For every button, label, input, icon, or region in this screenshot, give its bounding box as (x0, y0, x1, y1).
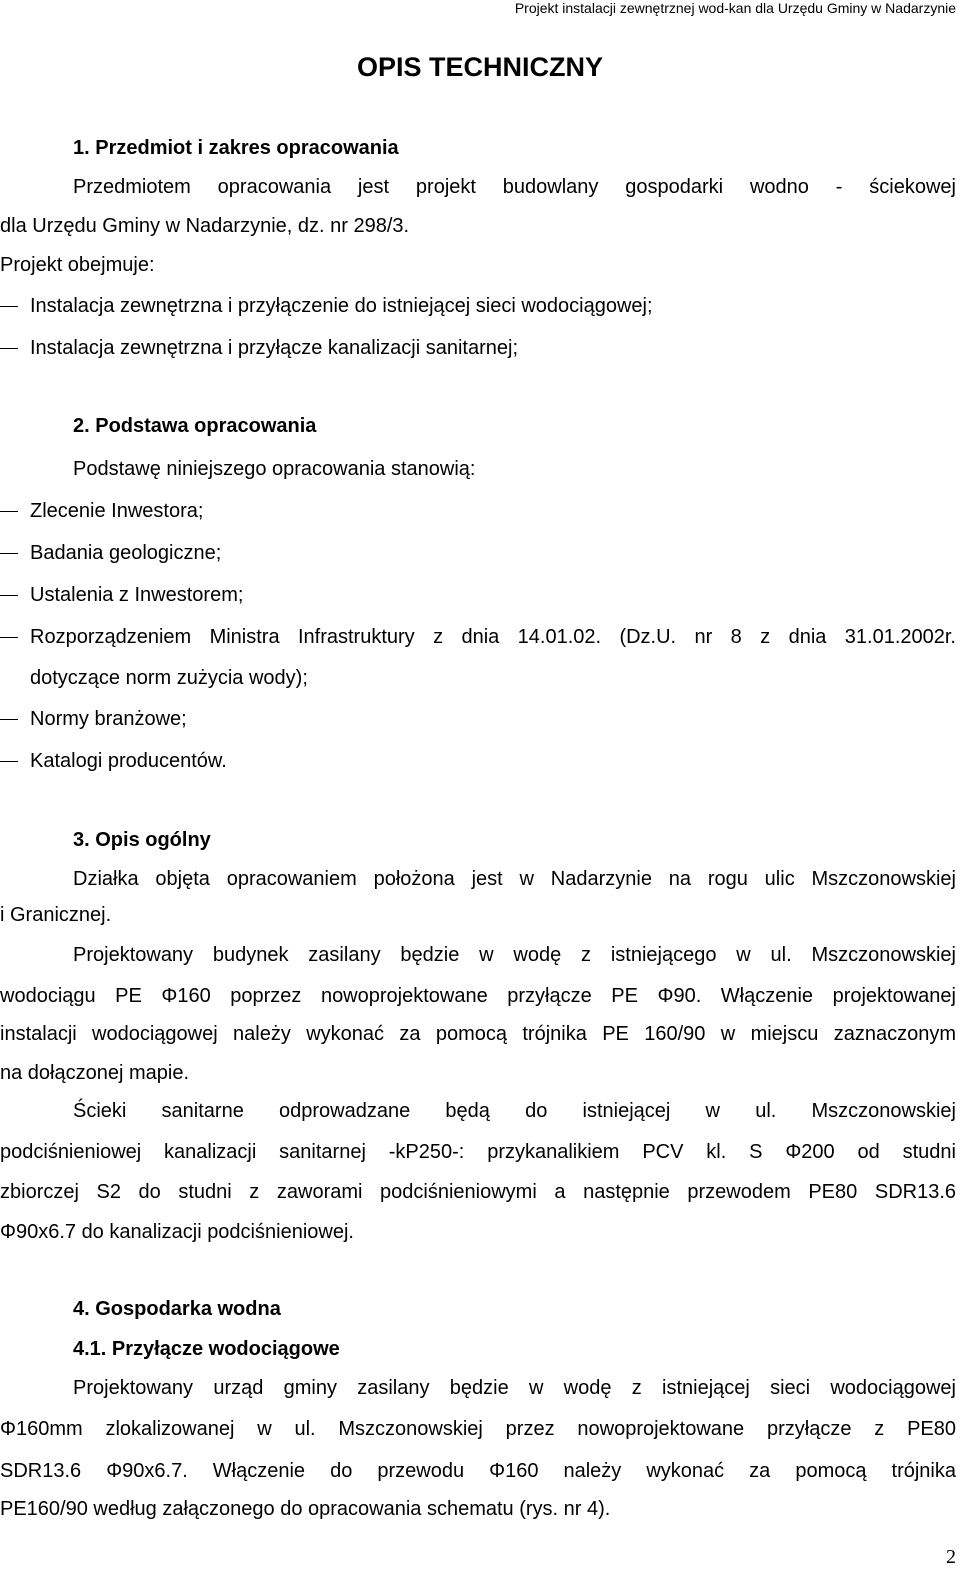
scope-list-item: Instalacja zewnętrzna i przyłącze kanalizacji sanitarnej; (30, 337, 519, 359)
document-title: OPIS TECHNICZNY (356, 52, 604, 82)
list-dash (0, 761, 18, 762)
basis-list-item: Katalogi producentów. (30, 750, 227, 772)
running-header: Projekt instalacji zewnętrznej wod-kan dla Urzędu Gminy w Nadarzynie (514, 0, 956, 16)
basis-list-item: Normy branżowe; (30, 708, 187, 730)
section-3-paragraph-line: Φ90x6.7 do kanalizacji podciśnieniowej. (0, 1221, 354, 1243)
section-3-paragraph-line: wodociągu PE Φ160 poprzez nowoprojektowane przyłącze PE Φ90. Włączenie projektowanej (0, 985, 956, 1007)
section-3-paragraph-line: i Granicznej. (0, 904, 112, 926)
basis-list-item-continuation: dotyczące norm zużycia wody); (30, 667, 308, 689)
section-3-paragraph-line: Ścieki sanitarne odprowadzane będą do istniejącej w ul. Mszczonowskiej (73, 1100, 956, 1122)
basis-list-item: Badania geologiczne; (30, 542, 222, 564)
section-3-paragraph-line: zbiorczej S2 do studni z zaworami podciśnieniowymi a następnie przewodem PE80 SDR13.6 (0, 1181, 956, 1203)
page-number: 2 (946, 1546, 956, 1568)
list-dash (0, 719, 18, 720)
section-1-heading: 1. Przedmiot i zakres opracowania (73, 137, 399, 159)
section-1-scope-intro: Projekt obejmuje: (0, 254, 155, 276)
list-dash (0, 637, 18, 638)
section-4-paragraph-line: PE160/90 według załączonego do opracowania schematu (rys. nr 4). (0, 1498, 611, 1520)
section-4-paragraph-line: SDR13.6 Φ90x6.7. Włączenie do przewodu Φ160 należy wykonać za pomocą trójnika (0, 1460, 956, 1482)
section-2-intro: Podstawę niniejszego opracowania stanowią: (73, 458, 476, 480)
section-1-paragraph-line: Przedmiotem opracowania jest projekt budowlany gospodarki wodno - ściekowej (73, 176, 956, 198)
section-3-heading: 3. Opis ogólny (73, 829, 211, 851)
section-3-paragraph-line: Projektowany budynek zasilany będzie w wodę z istniejącego w ul. Mszczonowskiej (73, 944, 956, 966)
scope-list-item: Instalacja zewnętrzna i przyłączenie do istniejącej sieci wodociągowej; (30, 295, 653, 317)
list-dash (0, 348, 18, 349)
section-4-paragraph-line: Projektowany urząd gminy zasilany będzie w wodę z istniejącej sieci wodociągowej (73, 1377, 956, 1399)
list-dash (0, 595, 18, 596)
section-2-heading: 2. Podstawa opracowania (73, 415, 317, 437)
section-4-heading: 4. Gospodarka wodna (73, 1298, 281, 1320)
section-3-paragraph-line: podciśnieniowej kanalizacji sanitarnej -kP250-: przykanalikiem PCV kl. S Φ200 od studni (0, 1141, 956, 1163)
section-3-paragraph-line: Działka objęta opracowaniem położona jest w Nadarzynie na rogu ulic Mszczonowskiej (73, 868, 956, 890)
basis-list-item: Ustalenia z Inwestorem; (30, 584, 244, 606)
list-dash (0, 306, 18, 307)
section-1-paragraph-line: dla Urzędu Gminy w Nadarzynie, dz. nr 298/3. (0, 215, 410, 237)
basis-list-item: Rozporządzeniem Ministra Infrastruktury z dnia 14.01.02. (Dz.U. nr 8 z dnia 31.01.2002r. (30, 626, 956, 648)
section-4-1-heading: 4.1. Przyłącze wodociągowe (73, 1338, 340, 1360)
section-3-paragraph-line: na dołączonej mapie. (0, 1062, 190, 1084)
list-dash (0, 511, 18, 512)
section-3-paragraph-line: instalacji wodociągowej należy wykonać za pomocą trójnika PE 160/90 w miejscu zaznaczonym (0, 1023, 956, 1045)
basis-list-item: Zlecenie Inwestora; (30, 500, 204, 522)
section-4-paragraph-line: Φ160mm zlokalizowanej w ul. Mszczonowskiej przez nowoprojektowane przyłącze z PE80 (0, 1418, 956, 1440)
list-dash (0, 553, 18, 554)
